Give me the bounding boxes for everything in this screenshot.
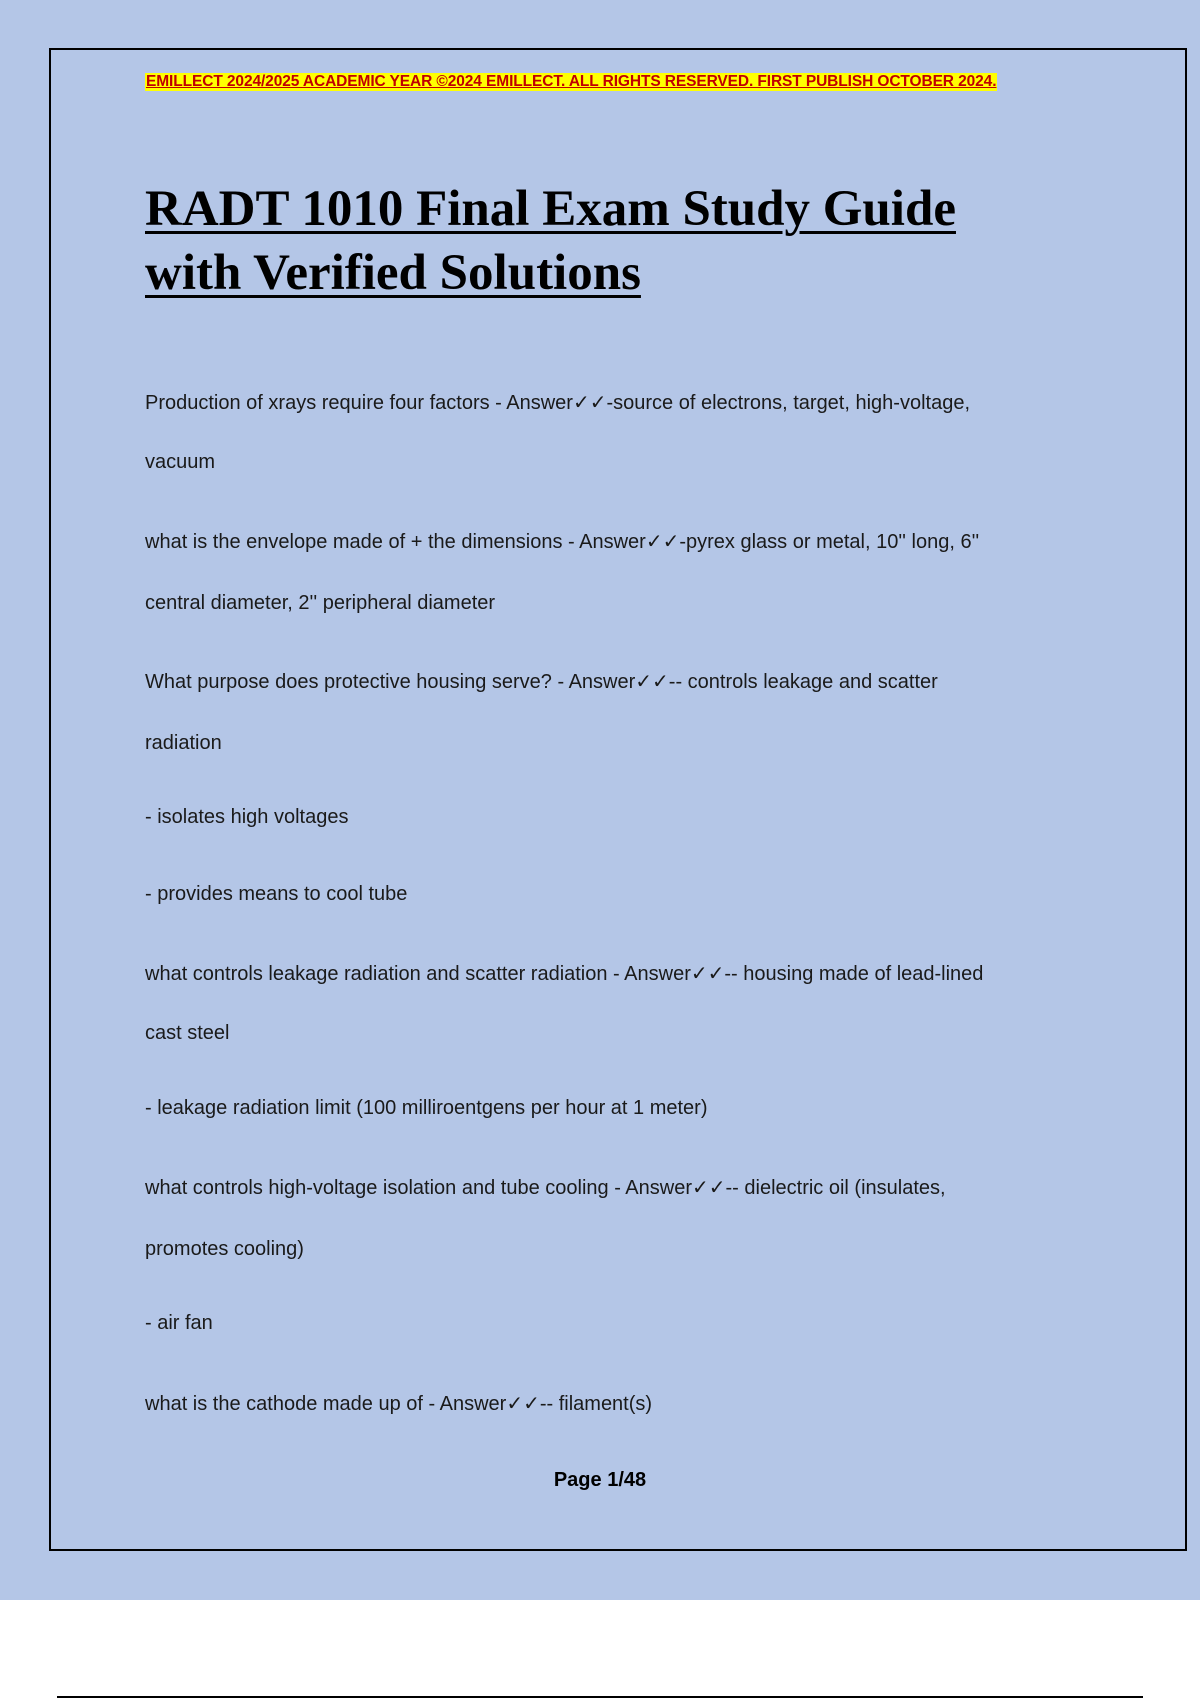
body-line-13: promotes cooling) (145, 1238, 304, 1260)
body-line-12: what controls high-voltage isolation and tube cooling - Answer✓✓-- dielectric oil (insulates, (145, 1177, 946, 1199)
title-line-2: with Verified Solutions (145, 245, 641, 301)
document-title (145, 177, 1125, 305)
body-line-7: - isolates high voltages (145, 806, 349, 828)
body-line-3: what is the envelope made of + the dimensions - Answer✓✓-pyrex glass or metal, 10'' long, 6'' (145, 531, 980, 553)
body-line-5: What purpose does protective housing serve? - Answer✓✓-- controls leakage and scatter (145, 671, 938, 693)
body-line-8: - provides means to cool tube (145, 883, 408, 905)
body-line-10: cast steel (145, 1022, 230, 1044)
body-line-14: - air fan (145, 1312, 213, 1334)
body-line-11: - leakage radiation limit (100 milliroentgens per hour at 1 meter) (145, 1097, 708, 1119)
page-number: Page 1/48 (553, 1469, 647, 1491)
footer-divider (57, 1696, 1143, 1698)
body-line-15: what is the cathode made up of - Answer✓✓-- filament(s) (145, 1393, 653, 1415)
body-line-2: vacuum (145, 451, 216, 473)
body-line-1: Production of xrays require four factors - Answer✓✓-source of electrons, target, high-voltage, (145, 392, 970, 414)
body-line-4: central diameter, 2'' peripheral diameter (145, 592, 496, 614)
body-line-9: what controls leakage radiation and scatter radiation - Answer✓✓-- housing made of lead-lined (145, 963, 984, 985)
body-line-6: radiation (145, 732, 222, 754)
title-line-1: RADT 1010 Final Exam Study Guide (145, 181, 956, 237)
copyright-notice: EMILLECT 2024/2025 ACADEMIC YEAR ©2024 EMILLECT. ALL RIGHTS RESERVED. FIRST PUBLISH OCTOBER 2024. (146, 73, 997, 90)
